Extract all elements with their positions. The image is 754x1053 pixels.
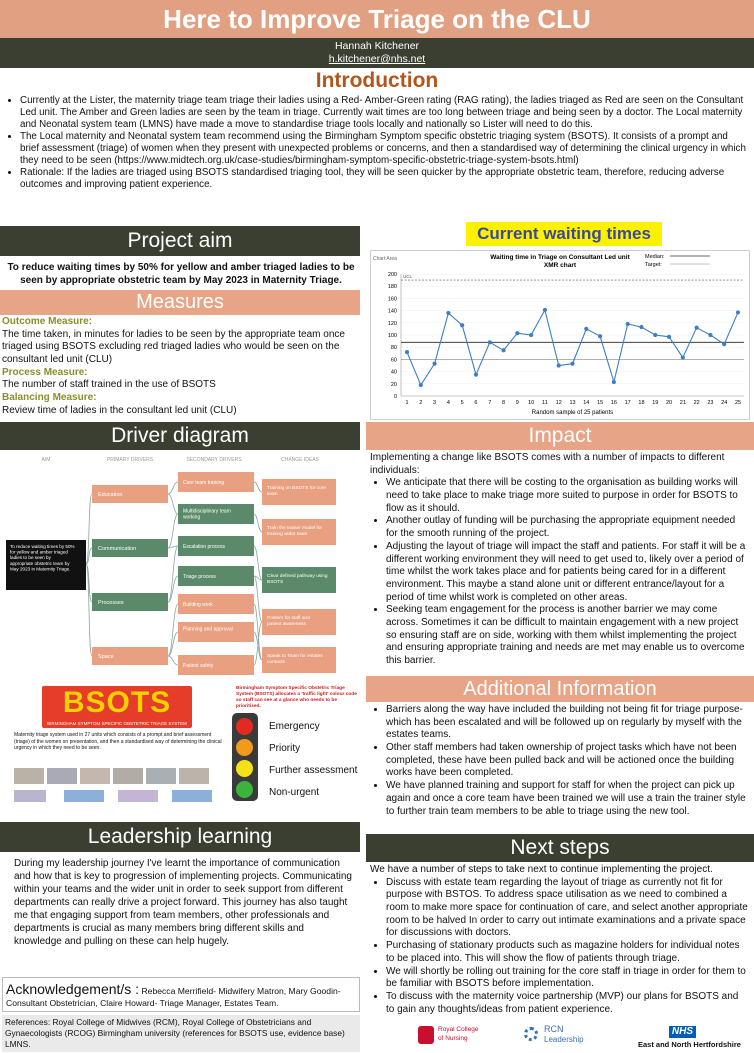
impact-header: [366, 422, 754, 450]
intro-title: Introduction: [315, 69, 439, 92]
data-point: [612, 380, 616, 384]
x-tick-label: 12: [555, 400, 562, 406]
leadership-text: During my leadership journey I've learnt the importance of communication and how that is key to progression of implementing projects. Communicating within your teams and the wider unit in order to seek support from different departments can really drive a project forward. This journey has also taught me that engaging support from team members, other professionals and departments is crucial as many members bring different skills and knowledge and pulling on these can help hugely.: [14, 858, 352, 947]
rcnl-line1: RCN: [544, 1024, 564, 1034]
y-tick-label: 80: [390, 345, 397, 352]
additional-bullet: • Barriers along the way have included the building not being fit for triage purpose- which has been escalated and will be followed up on regularly by myself with the estates teams.: [386, 704, 748, 742]
impact-intro: Implementing a change like BSOTS comes with a number of impacts to different individuals:: [370, 452, 725, 476]
change-idea-label: Train the trainer model for training wider team: [267, 526, 323, 537]
aim-text: To reduce waiting times by 50% for yellow and amber triaged ladies to be seen by appropriate obstetric team by May 2023 in Maternity Triage.: [7, 262, 355, 286]
data-point: [460, 323, 464, 327]
y-tick-label: 0: [393, 394, 397, 400]
x-axis-label: Random sample of 25 patients: [531, 410, 614, 416]
x-tick-label: 7: [488, 400, 492, 406]
data-point: [446, 311, 450, 315]
next-bullet: • Discuss with estate team regarding the layout of triage as currently not fit for purpose with BSTOS. To address space utilisation as we need to combined a room to make more space for continuation of care, and select another appropriate room to be halved In order to carry out intimate examinations and a private space for discussions with doctors.: [386, 877, 748, 940]
y-tick-label: 40: [390, 369, 397, 376]
data-point: [681, 355, 685, 359]
photo-thumb: [179, 768, 209, 784]
data-point: [626, 322, 630, 326]
process-label: Process Measure:: [2, 366, 88, 378]
data-point: [598, 334, 602, 338]
data-point: [570, 362, 574, 366]
impact-bullet: • Another outlay of funding will be purchasing the appropriate equipment needed for the smooth running of the project.: [386, 515, 748, 540]
driver-connector: [168, 494, 178, 514]
midwives-logo: [118, 790, 158, 802]
level-priority: Priority: [269, 743, 301, 754]
data-point: [653, 333, 657, 337]
aim-header: [0, 226, 360, 256]
impact-bullet: • Seeking team engagement for the process is another barrier we may come across. Sometimes it can be difficult to maintain engagement with a new project so ensuring staff are on side, working with them whilst implementing the project and ensuring appropriate training and needs are met may enable us to overcome this barrier.: [386, 604, 748, 667]
driver-connector: [168, 546, 178, 602]
intro-bullet: • The Local maternity and Neonatal system team recommend using the Birmingham Symptom specific obstetric triaging system (BSOTS). It consists of a prompt and brief assessment (triage) of women when they present with unexpected problems or concerns, and then a standardised way of determining the clinical urgency in which they need to be seen (https://www.midtech.org.uk/case-studies/birmingham-symptom-specific-obstetric-triage-system-bsots.html): [20, 131, 746, 167]
nhs-badge: NHS: [669, 1026, 696, 1038]
red-light-icon: [236, 718, 253, 735]
data-point: [639, 325, 643, 329]
yellow-light-icon: [236, 760, 253, 777]
leadership-title: Leadership learning: [87, 825, 273, 848]
data-point: [474, 373, 478, 377]
references: [2, 1015, 360, 1052]
next-bullet: • To discuss with the maternity voice partnership (MVP) our plans for BSOTS and to gain any thoughts/ideas from patient experience.: [386, 991, 748, 1016]
secondary-driver-label: Core team training: [183, 480, 225, 486]
y-tick-label: 160: [387, 296, 397, 303]
driver-col-header: AIM: [41, 457, 51, 463]
secondary-driver-label: Patient safety: [183, 663, 214, 669]
nhs-trust-logo: [64, 790, 104, 802]
data-point: [695, 326, 699, 330]
x-tick-label: 2: [419, 400, 423, 406]
bsots-desc: Maternity triage system used in 27 units which consists of a prompt and brief assessment (triage) of the women on presentation, and then a standardised way of determining the clinical urgency in which they need to be seen.: [14, 732, 222, 751]
next-bullet: • We will shortly be rolling out training for the core staff in triage in order for them to be familiar with BSOTS before implementation.: [386, 966, 748, 991]
university-logo: [14, 790, 46, 802]
secondary-driver-label: Multidisciplinary team working: [183, 508, 231, 521]
photo-thumb: [14, 768, 44, 784]
outcome-text: The time taken, in minutes for ladies to be seen by the appropriate team once triaged using BSOTS excluding red triaged ladies who would be seen on the consultant led unit (CLU): [2, 328, 345, 366]
secondary-driver-label: Triage process: [183, 574, 216, 580]
x-tick-label: 9: [515, 400, 519, 406]
driver-title: Driver diagram: [111, 424, 249, 447]
next-header: [366, 834, 754, 862]
next-bullet: • Purchasing of stationary products such as magazine holders for individual notes to be placed into. This will show the flow of patients through triage.: [386, 940, 748, 965]
data-point: [543, 308, 547, 312]
data-point: [722, 342, 726, 346]
balancing-label: Balancing Measure:: [2, 392, 97, 404]
rcn-logo: [418, 1024, 498, 1050]
secondary-driver-label: Building work: [183, 602, 213, 608]
data-point: [515, 331, 519, 335]
driver-connector: [254, 546, 262, 580]
y-tick-label: 120: [387, 320, 397, 327]
waiting-chart: [370, 250, 750, 420]
rcn-line2: of Nursing: [438, 1035, 468, 1042]
impact-bullet: • Adjusting the layout of triage will impact the staff and patients. For staff it will be a different working environment they will need to get used to, likely over a period of time whilst the work takes place and for patients being cared for in a different environment. This maybe a stand alone unit or different entrance/layout for a period of time whilst work is completed on other areas.: [386, 541, 748, 604]
triage-levels: [269, 716, 361, 804]
traffic-light: [232, 713, 258, 801]
x-tick-label: 25: [734, 400, 742, 406]
change-idea-label: Clear defined pathway using BSOTS: [267, 574, 328, 585]
x-tick-label: 23: [707, 400, 714, 406]
driver-connector: [168, 656, 178, 665]
next-body: [370, 864, 748, 1016]
y-tick-label: 180: [387, 284, 397, 291]
green-light-icon: [236, 781, 253, 798]
driver-col-header: CHANGE IDEAS: [281, 457, 319, 463]
change-idea-label: Training on BSOTS for core team: [267, 486, 327, 497]
rcn-line1: Royal College: [438, 1026, 479, 1033]
bsots-red-note: Birmingham Symptom Specific Obstetric Triage System (BSOTS) allocates a 'traffic light' colour code so staff can see at a glance who needs to be prioritised.: [236, 686, 357, 709]
x-tick-label: 8: [502, 400, 506, 406]
amber-light-icon: [236, 739, 253, 756]
data-point: [557, 363, 561, 367]
driver-header: [0, 422, 360, 450]
data-point: [736, 310, 740, 314]
acknowledgements: [2, 977, 360, 1012]
x-tick-label: 24: [721, 400, 728, 406]
secondary-driver-label: Escalation process: [183, 544, 225, 550]
primary-driver-label: Communication: [98, 546, 137, 552]
y-tick-label: 20: [390, 381, 397, 388]
author-bar: [0, 38, 754, 68]
rcn-leadership-icon: [524, 1027, 538, 1041]
level-non-urgent: Non-urgent: [269, 787, 320, 798]
level-emergency: Emergency: [269, 721, 320, 732]
poster-title-bar: [0, 0, 754, 38]
process-text: The number of staff trained in the use of BSOTS: [2, 379, 216, 391]
author-name: Hannah Kitchener: [334, 40, 420, 52]
bsots-logo-text: BSOTS: [62, 686, 172, 719]
x-tick-label: 22: [693, 400, 700, 406]
intro-bullet: • Rationale: If the ladies are triaged using BSOTS standardised triaging tool, they will be seen quicker by the appropriate obstetric team, therefore, reducing adverse outcomes and improving patient experience.: [20, 167, 746, 191]
driver-col-header: SECONDARY DRIVERS: [186, 457, 242, 463]
photo-thumb: [113, 768, 143, 784]
aim-title: Project aim: [127, 229, 233, 252]
x-tick-label: 1: [405, 400, 409, 406]
nhs-trust-name: East and North Hertfordshire: [638, 1040, 741, 1049]
x-tick-label: 21: [679, 400, 686, 406]
intro-bullet: • Currently at the Lister, the maternity triage team triage their ladies using a Red- Amber-Green rating (RAG rating), the ladies triaged as Red are seen on the Consultant Led unit. The Amber and Green ladies are seen by the team in triage. Currently wait times are too long between triage and being seen by a doctor. The Local maternity and Neonatal system team (LMNS) have made a move to standardise triage tools locally and nationally so Lister will need to do this.: [20, 95, 746, 131]
chart-area-label: Chart Area: [373, 256, 397, 262]
x-tick-label: 17: [624, 400, 631, 406]
partner-logos: [14, 790, 224, 804]
bsots-logo: [42, 686, 192, 728]
driver-connector: [254, 482, 262, 492]
driver-diagram-svg: [0, 452, 362, 678]
x-tick-label: 6: [474, 400, 478, 406]
additional-header: [366, 676, 754, 702]
photo-strip: [14, 768, 224, 784]
chart-subtitle: XMR chart: [543, 262, 577, 269]
data-point: [584, 327, 588, 331]
ucl-label: UCL: [403, 274, 413, 280]
level-further: Further assessment: [269, 765, 358, 776]
change-idea-label: Speak to Team for estates contacts: [267, 654, 323, 665]
data-point: [419, 383, 423, 387]
driver-connector: [168, 604, 178, 656]
driver-connector: [254, 604, 262, 660]
chart-title: Waiting time in Triage on Consultant Led unit: [490, 254, 630, 261]
rcn-leadership-logo: [524, 1024, 604, 1050]
driver-connector: [168, 482, 178, 494]
impact-bullet: • We anticipate that there will be costing to the organisation as building works will need to take place to make triage more suited to purpose in order for BSOTS to flow as it should.: [386, 477, 748, 515]
driver-col-header: PRIMARY DRIVERS: [106, 457, 154, 463]
nhs-logo: [636, 1024, 752, 1052]
ack-title: Acknowledgement/s :: [6, 981, 140, 997]
driver-aim-text: To reduce waiting times by 50% for yellow and amber triaged ladies to be seen by appropriate obstetric team by May 2023 in Maternity Triage.: [10, 544, 75, 572]
data-point: [708, 333, 712, 337]
legend-median-label: Median:: [645, 254, 665, 260]
rcnl-line2: Leadership: [544, 1035, 584, 1044]
additional-body: [370, 704, 748, 818]
photo-thumb: [47, 768, 77, 784]
refs-text: References: Royal College of Midwives (RCM), Royal College of Obstetricians and Gynaecologists (RCOG) Birmingham university (references for BSOTS use, evidence base) LMNS.: [5, 1017, 345, 1049]
rcn-emblem-icon: [418, 1026, 434, 1044]
photo-thumb: [80, 768, 110, 784]
change-idea-label: Posters for staff and patient awareness: [267, 616, 310, 627]
impact-title: Impact: [528, 424, 592, 447]
ack-text: Rebecca Merrifield- Midwifery Matron, Mary Goodin-Consultant Obstetrician, Claire Howard- Triage Manager, Estates Team.: [6, 986, 341, 1009]
xmr-chart: [370, 250, 750, 420]
leadership-header: [0, 822, 360, 852]
next-intro: We have a number of steps to take next to continue implementing the project.: [370, 864, 713, 875]
primary-driver-label: Education: [98, 492, 123, 498]
driver-connector: [168, 576, 178, 602]
additional-bullet: • Other staff members had taken ownership of project tasks which have not been completed, these have been pulled back and will be actioned once the building works have been completed.: [386, 742, 748, 780]
x-tick-label: 3: [433, 400, 437, 406]
driver-connector: [254, 576, 262, 622]
additional-bullet: • We have planned training and support for staff for when the project can pick up again and once a core team have been trained we will use a train the trainer style to further train team members to be able to triage using the new tool.: [386, 780, 748, 818]
next-title: Next steps: [510, 836, 610, 859]
driver-connector: [168, 514, 178, 548]
y-tick-label: 200: [387, 272, 397, 278]
primary-driver-label: Space: [98, 654, 114, 660]
x-tick-label: 18: [638, 400, 645, 406]
data-point: [432, 362, 436, 366]
data-point: [501, 348, 505, 352]
driver-diagram: [0, 452, 362, 678]
x-tick-label: 4: [446, 400, 450, 406]
nhs-foundation-logo: [172, 790, 212, 802]
data-point: [405, 350, 409, 354]
photo-thumb: [146, 768, 176, 784]
intro-body: [4, 95, 746, 191]
y-tick-label: 100: [387, 333, 397, 339]
bsots-logo-sub: BIRMINGHAM SYMPTOM SPECIFIC OBSTETRIC TRIAGE SYSTEM: [47, 721, 187, 726]
author-email[interactable]: h.kitchener@nhs.net: [328, 53, 426, 65]
measures-title: Measures: [136, 291, 224, 313]
balancing-text: Review time of ladies in the consultant led unit (CLU): [2, 404, 237, 416]
y-tick-label: 140: [387, 308, 397, 315]
driver-connector: [254, 514, 262, 532]
measures-body: [2, 316, 358, 418]
x-tick-label: 16: [610, 400, 617, 406]
x-tick-label: 19: [652, 400, 659, 406]
x-tick-label: 10: [528, 400, 535, 406]
additional-title: Additional Information: [463, 678, 657, 700]
data-point: [529, 333, 533, 337]
secondary-driver-label: Planning and approval: [183, 626, 233, 633]
data-point: [488, 340, 492, 344]
x-tick-label: 20: [665, 400, 673, 406]
x-tick-label: 5: [460, 400, 464, 406]
primary-driver-label: Processes: [98, 600, 124, 606]
x-tick-label: 13: [569, 400, 576, 406]
y-tick-label: 60: [390, 357, 397, 364]
driver-connector: [168, 632, 178, 656]
legend-target-label: Target:: [645, 262, 662, 268]
outcome-label: Outcome Measure:: [2, 316, 93, 327]
waiting-title: Current waiting times: [466, 222, 662, 246]
x-tick-label: 11: [542, 400, 548, 406]
poster-title: Here to Improve Triage on the CLU: [163, 4, 591, 34]
impact-body: [370, 452, 748, 668]
x-tick-label: 14: [583, 400, 590, 406]
x-tick-label: 15: [597, 400, 604, 406]
measures-header: [0, 290, 360, 315]
data-point: [667, 335, 671, 339]
